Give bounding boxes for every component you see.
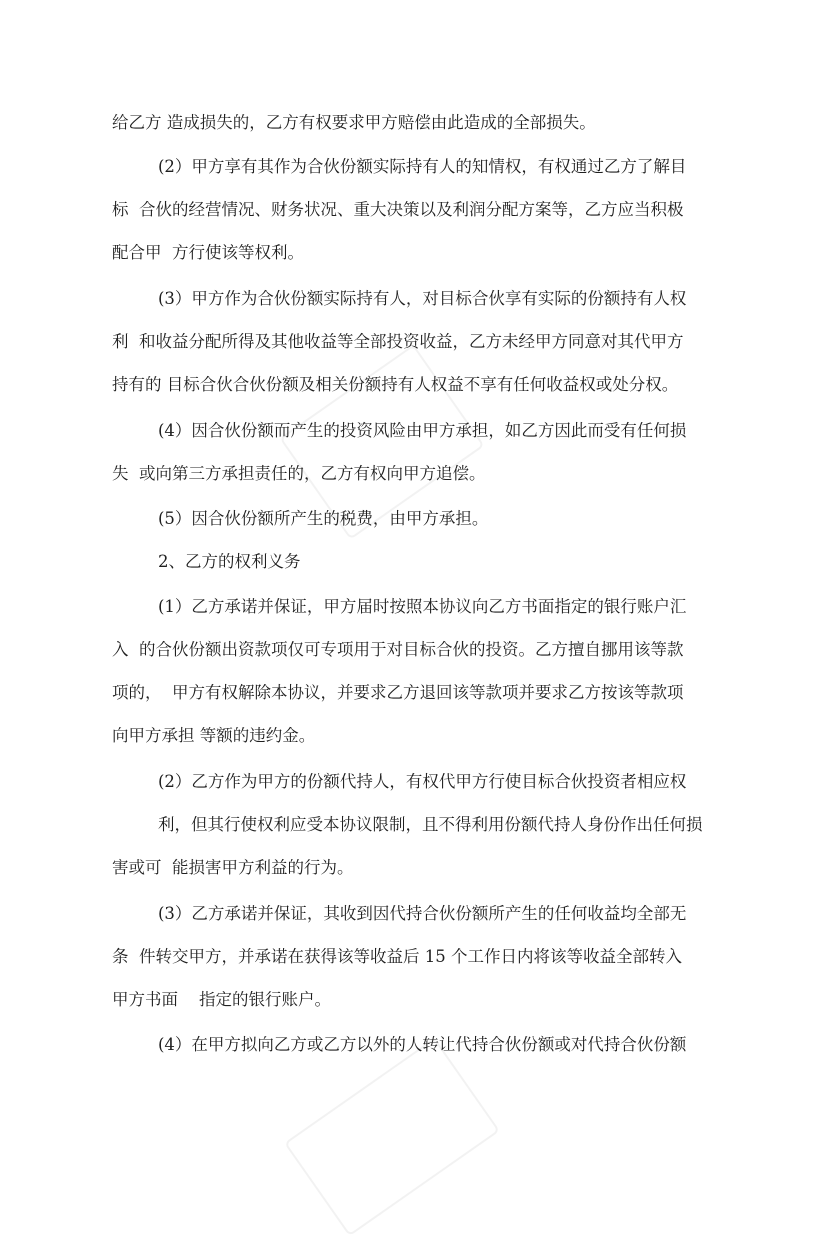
- section-heading: 2、乙方的权利义务: [158, 552, 301, 571]
- text-line: 给乙方 造成损失的，乙方有权要求甲方赔偿由此造成的全部损失。: [112, 113, 596, 132]
- text-line: (3）乙方承诺并保证，其收到因代持合伙份额所产生的任何收益均全部无: [158, 904, 687, 923]
- text-line: (2）甲方享有其作为合伙份额实际持有人的知情权，有权通过乙方了解目: [158, 157, 687, 176]
- text-line: (2）乙方作为甲方的份额代持人，有权代甲方行使目标合伙投资者相应权: [158, 772, 687, 791]
- text-line: (1）乙方承诺并保证，甲方届时按照本协议向乙方书面指定的银行账户汇: [158, 597, 687, 616]
- text-line: 配合甲 方行使该等权利。: [112, 243, 304, 262]
- text-line: 甲方书面 指定的银行账户。: [112, 990, 331, 1009]
- text-line: (4）在甲方拟向乙方或乙方以外的人转让代持合伙份额或对代持合伙份额: [158, 1035, 687, 1054]
- text-line: 利，但其行使权利应受本协议限制，且不得利用份额代持人身份作出任何损: [158, 815, 703, 834]
- watermark-stamp: [284, 1038, 500, 1236]
- text-line: (4）因合伙份额而产生的投资风险由甲方承担，如乙方因此而受有任何损: [158, 421, 687, 440]
- text-line: 利 和收益分配所得及其他收益等全部投资收益，乙方未经甲方同意对其代甲方: [112, 332, 684, 351]
- text-line: 项的， 甲方有权解除本协议，并要求乙方退回该等款项并要求乙方按该等款项: [112, 683, 684, 702]
- text-line: 失 或向第三方承担责任的，乙方有权向甲方追偿。: [112, 464, 486, 483]
- text-line: 标 合伙的经营情况、财务状况、重大决策以及利润分配方案等，乙方应当积极: [112, 200, 684, 219]
- text-line: 向甲方承担 等额的违约金。: [112, 726, 316, 745]
- text-line: 害或可 能损害甲方利益的行为。: [112, 858, 354, 877]
- text-line: 入 的合伙份额出资款项仅可专项用于对目标合伙的投资。乙方擅自挪用该等款: [112, 640, 684, 659]
- text-line: (3）甲方作为合伙份额实际持有人，对目标合伙享有实际的份额持有人权: [158, 289, 687, 308]
- text-line: (5）因合伙份额所产生的税费，由甲方承担。: [158, 509, 489, 528]
- text-line: 条 件转交甲方，并承诺在获得该等收益后 15 个工作日内将该等收益全部转入: [112, 947, 682, 966]
- text-line: 持有的 目标合伙合伙份额及相关份额持有人权益不享有任何收益权或处分权。: [112, 375, 679, 394]
